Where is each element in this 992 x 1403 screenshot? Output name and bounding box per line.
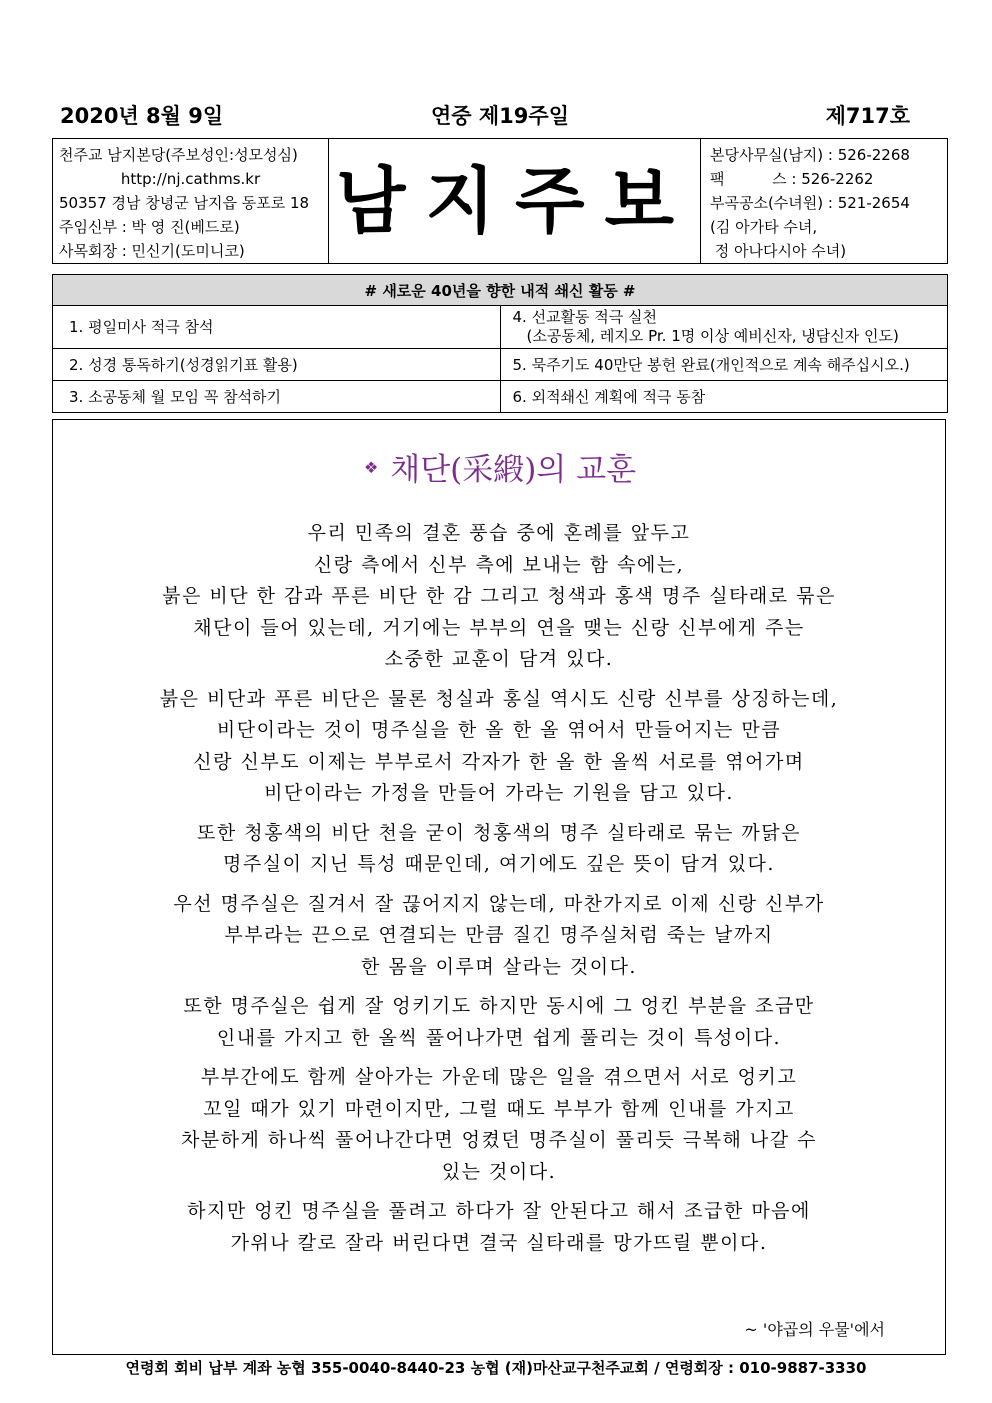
issue-number: 제717호 <box>825 104 910 128</box>
article-line: 인내를 가지고 한 올씩 풀어나가면 쉽게 풀리는 것이 특성이다. <box>216 1026 782 1049</box>
activity-2: 2. 성경 통독하기(성경읽기표 활용) <box>53 349 501 381</box>
article-line: 비단이라는 것이 명주실을 한 올 한 올 엮어서 만들어지는 만큼 <box>216 719 782 741</box>
contact-info <box>702 139 947 263</box>
article-line: 신랑 측에서 신부 측에 보내는 함 속에는, <box>313 553 685 576</box>
activity-4-title: 4. 선교활동 적극 실천 <box>512 308 658 326</box>
article-line: 명주실이 지닌 특성 때문인데, 여기에도 깊은 뜻이 담겨 있다. <box>223 853 775 875</box>
article-line: 붉은 비단 한 감과 푸른 비단 한 감 그리고 청색과 홍색 명주 실타래로 묶은 <box>162 585 836 607</box>
fax: 팩 스 : 526-2262 <box>710 170 874 188</box>
article-source: ~ '야곱의 우물'에서 <box>744 1320 885 1339</box>
article-line: 비단이라는 가정을 만들어 가라는 기원을 담고 있다. <box>264 782 734 804</box>
parish-name: 천주교 남지본당(주보성인:성모성심) <box>59 146 298 164</box>
activity-4 <box>500 306 948 349</box>
masthead <box>52 138 948 264</box>
article-line: 신랑 신부도 이제는 부부로서 각자가 한 올 한 올씩 서로를 엮어가며 <box>193 750 805 773</box>
parish-website[interactable]: http://nj.cathms.kr <box>120 170 261 188</box>
article-paragraph <box>73 818 925 881</box>
activity-1: 1. 평일미사 적극 참석 <box>53 306 501 349</box>
article-paragraph <box>73 991 925 1054</box>
activities-heading: # 새로운 40년을 향한 내적 쇄신 활동 # <box>53 275 948 306</box>
article-title-text: 채단(采緞)의 교훈 <box>390 452 637 488</box>
article-line: 부부간에도 함께 살아가는 가운데 많은 일을 겪으면서 서로 엉키고 <box>200 1066 798 1088</box>
diamond-bullet-icon: ❖ <box>363 458 379 477</box>
activity-6: 6. 외적쇄신 계획에 적극 동참 <box>500 381 948 413</box>
article-paragraph <box>73 889 925 984</box>
mission-phone: 부곡공소(수녀원) : 521-2654 <box>710 194 910 212</box>
sister-2: 정 아나다시아 수녀) <box>710 242 847 260</box>
article-box <box>52 419 946 1355</box>
article-title <box>53 444 947 489</box>
article-paragraph <box>73 1196 925 1259</box>
article-line: 또한 청홍색의 비단 천을 굳이 청홍색의 명주 실타래로 묶는 까닭은 <box>197 821 801 844</box>
article-line: 가위나 칼로 잘라 버린다면 결국 실타래를 망가뜨릴 뿐이다. <box>230 1231 768 1254</box>
sister-1: (김 아가타 수녀, <box>710 218 818 236</box>
article-line: 있는 것이다. <box>441 1160 557 1183</box>
article-line: 우리 민족의 결혼 풍습 중에 혼례를 앞두고 <box>307 522 691 544</box>
article-line: 또한 명주실은 쉽게 잘 엉키기도 하지만 동시에 그 엉킨 부분을 조금만 <box>183 995 815 1017</box>
footer-account-info: 연령회 회비 납부 계좌 농협 355-0040-8440-23 농협 (재)마산교구천주교회 / 연령회장 : 010-9887-3330 <box>125 1359 867 1377</box>
article-line: 한 몸을 이루며 살라는 것이다. <box>361 955 637 978</box>
article-line: 꼬일 때가 있기 마련이지만, 그럴 때도 부부가 함께 인내를 가지고 <box>203 1097 795 1120</box>
bulletin-title: 남지주보 <box>330 139 701 263</box>
article-line: 소중한 교훈이 담겨 있다. <box>384 648 614 670</box>
article-line: 하지만 엉킨 명주실을 풀려고 하다가 잘 안된다고 해서 조급한 마음에 <box>187 1200 811 1222</box>
liturgical-week: 연중 제19주일 <box>431 104 569 128</box>
article-line: 붉은 비단과 푸른 비단은 물론 청실과 홍실 역시도 신랑 신부를 상징하는데, <box>159 687 839 710</box>
article-paragraph <box>73 1062 925 1188</box>
article-line: 우선 명주실은 질겨서 잘 끊어지지 않는데, 마찬가지로 이제 신랑 신부가 <box>173 892 825 915</box>
activity-4-detail: (소공동체, 레지오 Pr. 1명 이상 예비신자, 냉담신자 인도) <box>526 327 899 345</box>
pastor: 주임신부 : 박 영 진(베드로) <box>59 218 240 236</box>
parish-info <box>53 139 329 263</box>
article-line: 차분하게 하나씩 풀어나간다면 엉켰던 명주실이 풀리듯 극복해 나갈 수 <box>180 1129 818 1151</box>
renewal-activities-table <box>52 274 948 413</box>
issue-header <box>52 100 948 130</box>
parish-address: 50357 경남 창녕군 남지읍 동포로 18 <box>59 194 310 212</box>
article-paragraph <box>73 518 925 676</box>
article-line: 채단이 들어 있는데, 거기에는 부부의 연을 맺는 신랑 신부에게 주는 <box>193 616 805 639</box>
issue-date: 2020년 8월 9일 <box>60 104 224 128</box>
article-body <box>73 518 925 1267</box>
activity-5: 5. 묵주기도 40만단 봉헌 완료(개인적으로 계속 해주십시오.) <box>500 349 948 381</box>
article-line: 부부라는 끈으로 연결되는 만큼 질긴 명주실처럼 죽는 날까지 <box>224 924 774 946</box>
office-phone: 본당사무실(남지) : 526-2268 <box>710 146 910 164</box>
council-president: 사목회장 : 민신기(도미니코) <box>59 242 245 260</box>
activity-3: 3. 소공동체 월 모임 꼭 참석하기 <box>53 381 501 413</box>
article-paragraph <box>73 684 925 810</box>
